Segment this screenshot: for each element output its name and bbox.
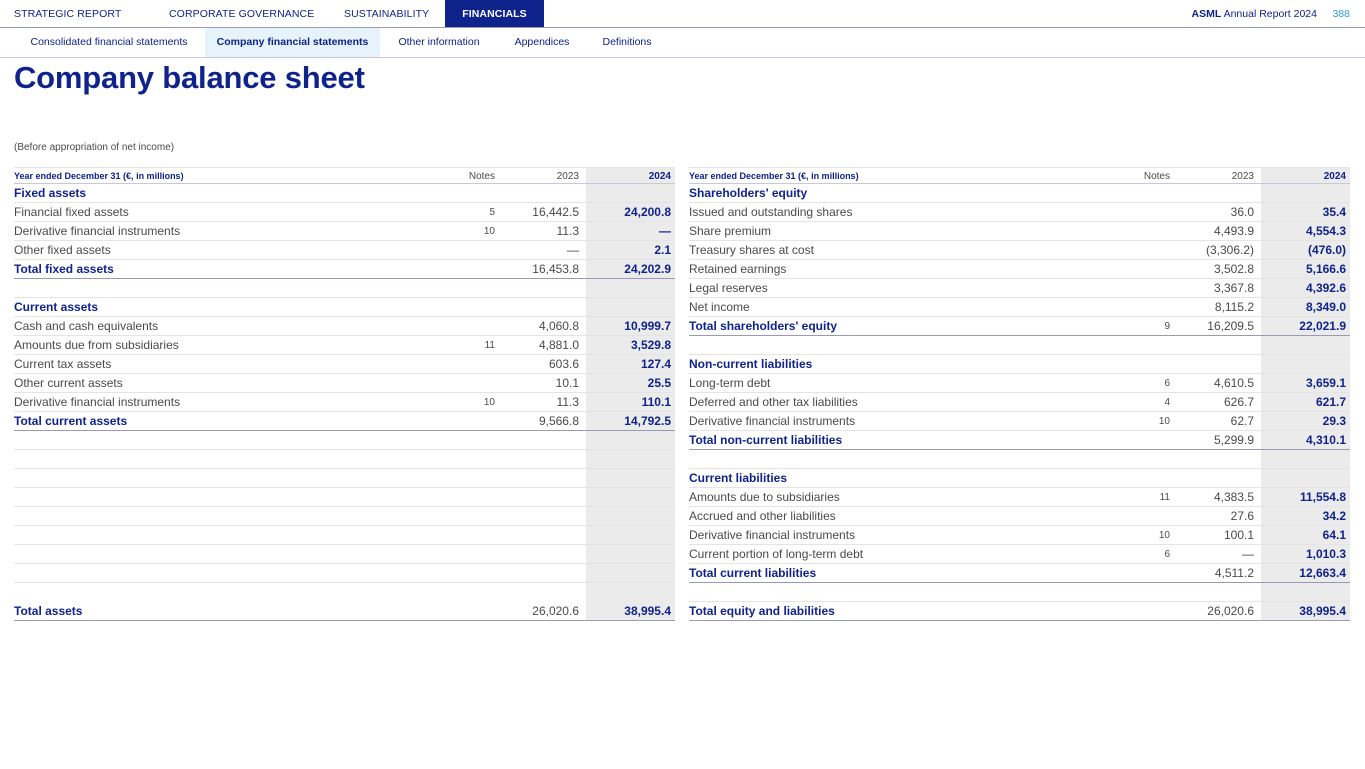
table-row — [14, 317, 675, 336]
value-2024: 10,999.7 — [624, 319, 671, 333]
table-row — [689, 583, 1350, 602]
header-label: Year ended December 31 (€, in millions) — [689, 171, 859, 181]
value-2023: — — [567, 243, 579, 257]
value-2023: 4,511.2 — [1214, 566, 1254, 580]
value-2023: 10.1 — [555, 376, 579, 390]
header-label: Year ended December 31 (€, in millions) — [14, 171, 184, 181]
value-2023: 26,020.6 — [1207, 604, 1254, 618]
value-2024: 1,010.3 — [1305, 547, 1346, 561]
table-row — [689, 564, 1350, 583]
table-row — [689, 469, 1350, 488]
table-row — [14, 203, 675, 222]
table-row — [14, 545, 675, 564]
value-2024: 3,659.1 — [1305, 376, 1346, 390]
row-label: Derivative financial instruments — [689, 528, 856, 542]
row-label: Cash and cash equivalents — [14, 319, 159, 333]
value-2024: 127.4 — [640, 357, 671, 371]
value-2024: 621.7 — [1315, 395, 1346, 409]
table-row — [689, 412, 1350, 431]
row-notes: 10 — [483, 397, 495, 408]
subnav-appendices[interactable]: Appendices — [514, 36, 570, 48]
row-notes: 9 — [1164, 321, 1170, 332]
row-notes: 11 — [484, 340, 495, 351]
table-row — [14, 450, 675, 469]
value-2023: 603.6 — [548, 357, 579, 371]
value-2023: 8,115.2 — [1214, 300, 1254, 314]
value-2023: 4,610.5 — [1213, 376, 1254, 390]
table-row — [14, 298, 675, 317]
tab-financials[interactable]: FINANCIALS — [445, 0, 544, 27]
row-label: Amounts due from subsidiaries — [14, 338, 179, 352]
value-2024: 4,554.3 — [1305, 224, 1346, 238]
row-label: Financial fixed assets — [14, 205, 129, 219]
brand-name: ASML — [1191, 8, 1222, 20]
header-notes: Notes — [468, 171, 495, 182]
table-row — [689, 374, 1350, 393]
value-2024: 25.5 — [647, 376, 671, 390]
header-notes: Notes — [1143, 171, 1170, 182]
value-2023: 9,566.8 — [538, 414, 579, 428]
value-2024: 24,200.8 — [624, 205, 671, 219]
value-2024: 11,554.8 — [1299, 490, 1346, 504]
row-label: Non-current liabilities — [689, 357, 813, 371]
subnav-definitions[interactable]: Definitions — [602, 36, 652, 48]
row-label: Total fixed assets — [14, 262, 114, 276]
row-label: Accrued and other liabilities — [689, 509, 836, 523]
value-2023: 3,367.8 — [1213, 281, 1254, 295]
row-label: Derivative financial instruments — [14, 224, 181, 238]
table-row — [14, 355, 675, 374]
row-label: Treasury shares at cost — [689, 243, 814, 257]
sub-navigation — [0, 28, 1365, 58]
header-2023: 2023 — [1231, 171, 1254, 182]
subnav-consolidated-statements[interactable]: Consolidated financial statements — [30, 36, 188, 48]
table-row — [689, 450, 1350, 469]
row-notes: 4 — [1164, 397, 1170, 408]
value-2024: 14,792.5 — [624, 414, 671, 428]
table-row — [689, 602, 1350, 621]
table-row — [689, 545, 1350, 564]
value-2024: 4,310.1 — [1305, 433, 1346, 447]
value-2024: 2.1 — [654, 243, 671, 257]
tab-sustainability[interactable]: SUSTAINABILITY — [344, 8, 430, 20]
table-row — [14, 412, 675, 431]
row-label: Shareholders' equity — [689, 186, 808, 200]
value-2024: 38,995.4 — [1299, 604, 1346, 618]
table-row — [14, 564, 675, 583]
table-row — [689, 222, 1350, 241]
value-2023: 16,209.5 — [1207, 319, 1254, 333]
value-2023: 16,453.8 — [532, 262, 579, 276]
table-row — [14, 469, 675, 488]
value-2023: 100.1 — [1223, 528, 1254, 542]
row-label: Total non-current liabilities — [689, 433, 843, 447]
table-row — [14, 241, 675, 260]
row-label: Current portion of long-term debt — [689, 547, 864, 561]
value-2023: 4,881.0 — [538, 338, 579, 352]
row-label: Retained earnings — [689, 262, 787, 276]
value-2023: (3,306.2) — [1205, 243, 1254, 257]
tab-corporate-governance[interactable]: CORPORATE GOVERNANCE — [169, 8, 315, 20]
row-notes: 10 — [1158, 530, 1170, 541]
table-row — [689, 393, 1350, 412]
table-row — [689, 355, 1350, 374]
table-row — [14, 336, 675, 355]
row-label: Current liabilities — [689, 471, 788, 485]
table-row — [14, 526, 675, 545]
row-notes: 11 — [1159, 492, 1170, 503]
report-brand — [1192, 0, 1318, 29]
row-label: Other current assets — [14, 376, 123, 390]
table-row — [689, 184, 1350, 203]
value-2024: — — [659, 224, 671, 238]
table-row — [689, 336, 1350, 355]
equity-liabilities-table — [689, 167, 1350, 621]
row-label: Current assets — [14, 300, 99, 314]
row-label: Issued and outstanding shares — [689, 205, 853, 219]
header-2024: 2024 — [648, 171, 671, 182]
subnav-company-statements[interactable]: Company financial statements — [205, 28, 380, 57]
top-navigation — [0, 0, 1365, 28]
value-2024: 35.4 — [1322, 205, 1346, 219]
appropriation-note: (Before appropriation of net income) — [14, 142, 175, 153]
assets-table — [14, 167, 675, 621]
value-2024: (476.0) — [1307, 243, 1346, 257]
table-row — [689, 279, 1350, 298]
table-row — [14, 488, 675, 507]
header-2024: 2024 — [1323, 171, 1346, 182]
value-2023: 62.7 — [1230, 414, 1254, 428]
value-2024: 5,166.6 — [1305, 262, 1346, 276]
value-2024: 24,202.9 — [624, 262, 671, 276]
value-2023: 3,502.8 — [1213, 262, 1254, 276]
row-label: Net income — [689, 300, 750, 314]
row-notes: 6 — [1164, 549, 1170, 560]
value-2023: 27.6 — [1230, 509, 1254, 523]
value-2024: 4,392.6 — [1305, 281, 1346, 295]
table-row — [14, 507, 675, 526]
row-notes: 10 — [483, 226, 495, 237]
row-notes: 5 — [489, 207, 495, 218]
table-row — [14, 222, 675, 241]
table-row — [689, 507, 1350, 526]
value-2024: 29.3 — [1322, 414, 1346, 428]
row-label: Long-term debt — [689, 376, 771, 390]
row-label: Total assets — [14, 604, 83, 618]
row-label: Derivative financial instruments — [14, 395, 181, 409]
table-row — [14, 431, 675, 450]
row-label: Other fixed assets — [14, 243, 111, 257]
row-label: Derivative financial instruments — [689, 414, 856, 428]
value-2023: 626.7 — [1223, 395, 1254, 409]
table-row — [14, 393, 675, 412]
table-row — [689, 488, 1350, 507]
value-2024: 110.1 — [641, 395, 671, 409]
table-row — [689, 260, 1350, 279]
header-2023: 2023 — [556, 171, 579, 182]
table-row — [14, 374, 675, 393]
value-2024: 64.1 — [1322, 528, 1346, 542]
value-2023: 11.3 — [556, 395, 579, 409]
table-row — [689, 203, 1350, 222]
row-label: Deferred and other tax liabilities — [689, 395, 858, 409]
table-row — [689, 298, 1350, 317]
tab-strategic-report[interactable]: STRATEGIC REPORT — [14, 8, 122, 20]
row-label: Amounts due to subsidiaries — [689, 490, 840, 504]
row-label: Fixed assets — [14, 186, 87, 200]
value-2023: 4,493.9 — [1213, 224, 1254, 238]
value-2023: 4,060.8 — [538, 319, 579, 333]
row-label: Legal reserves — [689, 281, 768, 295]
subnav-other-information[interactable]: Other information — [398, 36, 480, 48]
value-2024: 34.2 — [1322, 509, 1346, 523]
table-row — [14, 184, 675, 203]
row-label: Total current liabilities — [689, 566, 817, 580]
row-label: Total current assets — [14, 414, 128, 428]
table-row — [689, 526, 1350, 545]
value-2024: 8,349.0 — [1305, 300, 1346, 314]
row-label: Total equity and liabilities — [689, 604, 835, 618]
value-2023: 16,442.5 — [532, 205, 579, 219]
value-2023: 5,299.9 — [1213, 433, 1254, 447]
table-row — [14, 583, 675, 621]
value-2024: 3,529.8 — [630, 338, 671, 352]
value-2023: 4,383.5 — [1213, 490, 1254, 504]
brand-title: Annual Report 2024 — [1221, 8, 1317, 20]
page-title: Company balance sheet — [14, 60, 365, 95]
row-label: Current tax assets — [14, 357, 112, 371]
value-2023: 26,020.6 — [532, 604, 579, 618]
row-label: Share premium — [689, 224, 772, 238]
table-row — [689, 317, 1350, 336]
value-2023: — — [1242, 547, 1254, 561]
table-row — [689, 241, 1350, 260]
row-notes: 10 — [1158, 416, 1170, 427]
value-2024: 22,021.9 — [1299, 319, 1346, 333]
value-2023: 36.0 — [1230, 205, 1254, 219]
value-2024: 12,663.4 — [1299, 566, 1346, 580]
value-2023: 11.3 — [556, 224, 579, 238]
table-row — [689, 431, 1350, 450]
table-row — [14, 260, 675, 279]
table-header — [14, 167, 675, 184]
table-row — [14, 279, 675, 298]
page-number: 388 — [1332, 8, 1350, 20]
value-2024: 38,995.4 — [624, 604, 671, 618]
table-header — [689, 167, 1350, 184]
row-notes: 6 — [1164, 378, 1170, 389]
row-label: Total shareholders' equity — [689, 319, 837, 333]
